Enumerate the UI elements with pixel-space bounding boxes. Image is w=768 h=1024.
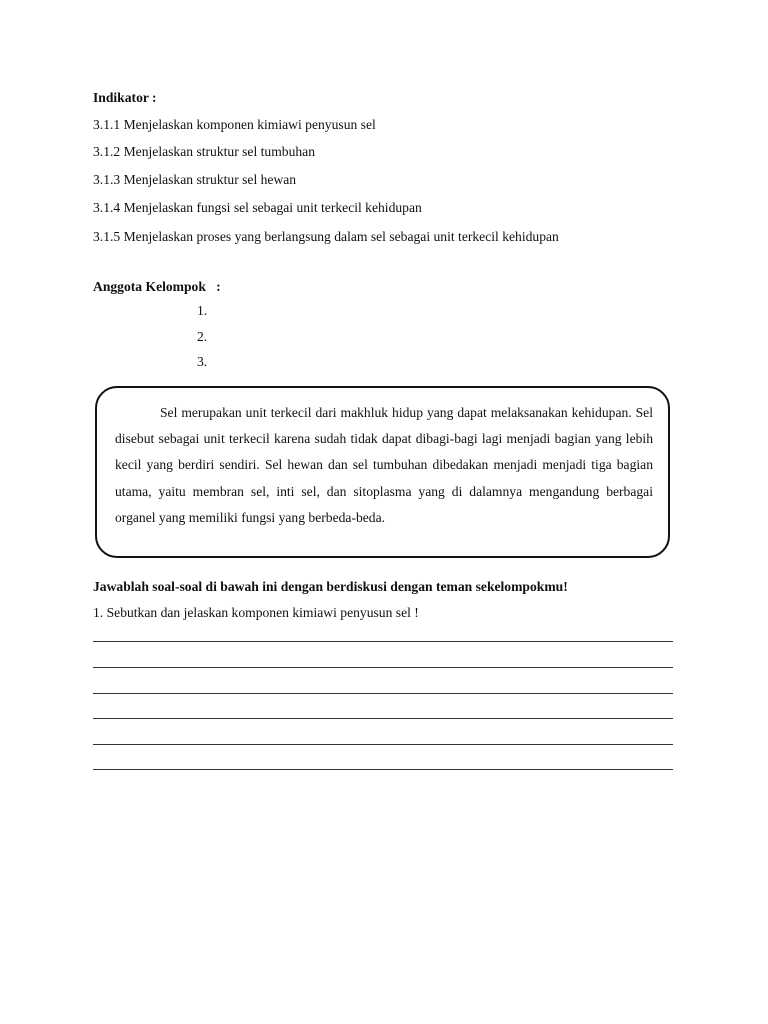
indikator-item-1: 3.1.1 Menjelaskan komponen kimiawi penyusun sel — [93, 117, 376, 132]
question-1: 1. Sebutkan dan jelaskan komponen kimiawi penyusun sel ! — [93, 605, 419, 620]
member-number-2: 2. — [197, 329, 208, 344]
member-number-3: 3. — [197, 354, 208, 369]
instruction: Jawablah soal-soal di bawah ini dengan berdiskusi dengan teman sekelompokmu! — [93, 579, 568, 594]
anggota-kelompok-label: Anggota Kelompok : — [93, 279, 221, 294]
answer-line[interactable] — [93, 718, 673, 719]
indikator-item-4: 3.1.4 Menjelaskan fungsi sel sebagai unit terkecil kehidupan — [93, 200, 422, 215]
indikator-item-5: 3.1.5 Menjelaskan proses yang berlangsung dalam sel sebagai unit terkecil kehidupan — [93, 229, 559, 244]
answer-line[interactable] — [93, 641, 673, 642]
answer-line[interactable] — [93, 693, 673, 694]
answer-line[interactable] — [93, 667, 673, 668]
member-number-1: 1. — [197, 303, 208, 318]
answer-line[interactable] — [93, 744, 673, 745]
indikator-item-2: 3.1.2 Menjelaskan struktur sel tumbuhan — [93, 144, 315, 159]
indikator-item-3: 3.1.3 Menjelaskan struktur sel hewan — [93, 172, 297, 187]
indikator-heading: Indikator : — [93, 90, 157, 105]
info-paragraph: Sel merupakan unit terkecil dari makhluk hidup yang dapat melaksanakan kehidupan. Sel disebut sebagai unit terkecil karena sudah tidak dapat dibagi-bagi lagi menjadi bagian yang lebih kecil yang berdiri sendiri. Sel hewan dan sel tumbuhan dibedakan menjadi menjadi tiga bagian utama, yaitu membran sel, inti sel, dan sitoplasma yang di dalamnya mengandung berbagai organel yang memiliki fungsi yang berbeda-beda. — [115, 405, 653, 525]
answer-line[interactable] — [93, 769, 673, 770]
